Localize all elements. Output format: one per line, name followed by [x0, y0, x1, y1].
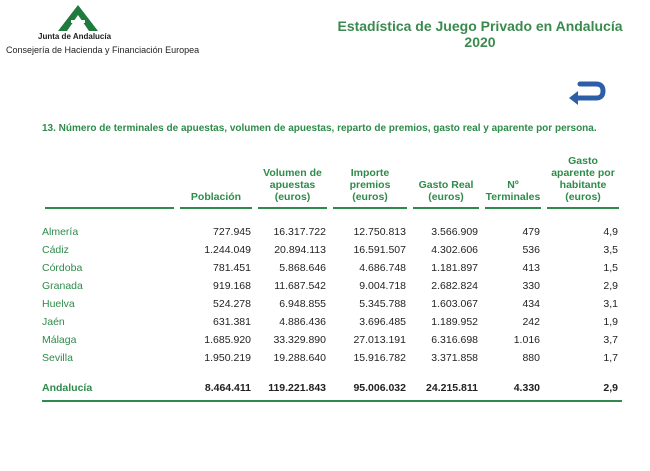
cell-importe: 12.750.813 — [353, 225, 406, 238]
col-header-volumen: Volumen de apuestas (euros) — [263, 167, 322, 203]
cell-gasto-aparente: 1,9 — [603, 315, 618, 328]
cell-volumen: 11.687.542 — [274, 279, 326, 292]
table-row — [42, 223, 622, 241]
cell-terminales: 330 — [522, 279, 540, 292]
org-department: Consejería de Hacienda y Financiación Europea — [6, 45, 200, 55]
cell-volumen: 19.288.640 — [273, 351, 326, 364]
cell-volumen: 20.894.113 — [274, 243, 326, 256]
total-gasto-aparente: 2,9 — [603, 381, 618, 394]
col-header-terminales: Nº Terminales — [485, 179, 541, 203]
total-poblacion: 8.464.411 — [204, 381, 251, 394]
cell-gasto-real: 3.566.909 — [431, 225, 478, 238]
cell-gasto-real: 6.316.698 — [431, 333, 478, 346]
cell-gasto-real: 1.603.067 — [431, 297, 478, 310]
table-row — [42, 349, 622, 367]
table-row — [42, 241, 622, 259]
col-header-gasto-real: Gasto Real (euros) — [418, 179, 474, 203]
org-name: Junta de Andalucía — [38, 32, 112, 41]
cell-importe: 16.591.507 — [353, 243, 406, 256]
col-header-province — [42, 155, 177, 206]
cell-poblacion: 919.168 — [213, 279, 251, 292]
cell-volumen: 4.886.436 — [279, 315, 326, 328]
cell-gasto-real: 1.181.897 — [431, 261, 478, 274]
table-row — [42, 259, 622, 277]
total-terminales: 4.330 — [513, 381, 540, 394]
cell-gasto-aparente: 2,9 — [603, 279, 618, 292]
col-header-gasto-aparente: Gasto aparente por habitante (euros) — [551, 155, 615, 203]
cell-poblacion: 1.950.219 — [204, 351, 251, 364]
report-title — [330, 18, 630, 50]
cell-poblacion: 727.945 — [213, 225, 251, 238]
cell-importe: 15.916.782 — [353, 351, 406, 364]
cell-poblacion: 524.278 — [213, 297, 251, 310]
cell-terminales: 1.016 — [513, 333, 540, 346]
cell-poblacion: 1.685.920 — [204, 333, 251, 346]
cell-terminales: 413 — [522, 261, 540, 274]
cell-gasto-real: 3.371.858 — [431, 351, 478, 364]
col-header-importe: Importe premios (euros) — [349, 167, 391, 203]
cell-terminales: 434 — [522, 297, 540, 310]
province-name: Almería — [42, 225, 79, 238]
table-row — [42, 277, 622, 295]
cell-poblacion: 631.381 — [213, 315, 251, 328]
total-gasto-real: 24.215.811 — [426, 381, 478, 394]
cell-gasto-real: 4.302.606 — [431, 243, 478, 256]
report-year: 2020 — [464, 34, 496, 50]
cell-gasto-aparente: 1,7 — [603, 351, 618, 364]
footer-divider — [42, 397, 622, 405]
cell-gasto-aparente: 3,1 — [603, 297, 618, 310]
cell-importe: 4.686.748 — [359, 261, 406, 274]
cell-volumen: 16.317.722 — [273, 225, 326, 238]
province-name: Córdoba — [42, 261, 83, 274]
table-header-row — [42, 155, 622, 206]
province-name: Sevilla — [42, 351, 73, 364]
total-row — [42, 379, 622, 397]
cell-gasto-aparente: 4,9 — [603, 225, 618, 238]
cell-terminales: 242 — [522, 315, 540, 328]
cell-gasto-aparente: 3,7 — [603, 333, 618, 346]
section-title: 13. Número de terminales de apuestas, volumen de apuestas, reparto de premios, gasto real y aparente por persona. — [42, 123, 597, 134]
cell-terminales: 536 — [522, 243, 540, 256]
cell-poblacion: 781.451 — [213, 261, 251, 274]
cell-gasto-aparente: 1,5 — [603, 261, 618, 274]
back-arrow-icon[interactable] — [566, 80, 606, 106]
table-row — [42, 295, 622, 313]
province-name: Jaén — [42, 315, 65, 328]
cell-volumen: 6.948.855 — [279, 297, 326, 310]
cell-terminales: 880 — [522, 351, 540, 364]
province-name: Málaga — [42, 333, 77, 346]
cell-volumen: 5.868.646 — [279, 261, 326, 274]
total-volumen: 119.221.843 — [268, 381, 326, 394]
province-name: Cádiz — [42, 243, 69, 256]
cell-gasto-real: 2.682.824 — [431, 279, 478, 292]
junta-andalucia-logo-icon — [58, 5, 98, 31]
cell-importe: 9.004.718 — [359, 279, 406, 292]
cell-gasto-aparente: 3,5 — [603, 243, 618, 256]
total-importe: 95.006.032 — [353, 381, 406, 394]
cell-importe: 5.345.788 — [359, 297, 406, 310]
cell-poblacion: 1.244.049 — [204, 243, 251, 256]
province-name: Huelva — [42, 297, 75, 310]
table-row — [42, 313, 622, 331]
total-name: Andalucía — [42, 381, 93, 394]
cell-terminales: 479 — [522, 225, 540, 238]
cell-importe: 27.013.191 — [353, 333, 406, 346]
province-name: Granada — [42, 279, 83, 292]
table-row — [42, 331, 622, 349]
cell-importe: 3.696.485 — [359, 315, 406, 328]
cell-volumen: 33.329.890 — [273, 333, 326, 346]
statistics-table — [42, 155, 622, 405]
cell-gasto-real: 1.189.952 — [431, 315, 478, 328]
report-title-text: Estadística de Juego Privado en Andalucía — [337, 18, 623, 34]
col-header-poblacion: Población — [190, 191, 242, 203]
